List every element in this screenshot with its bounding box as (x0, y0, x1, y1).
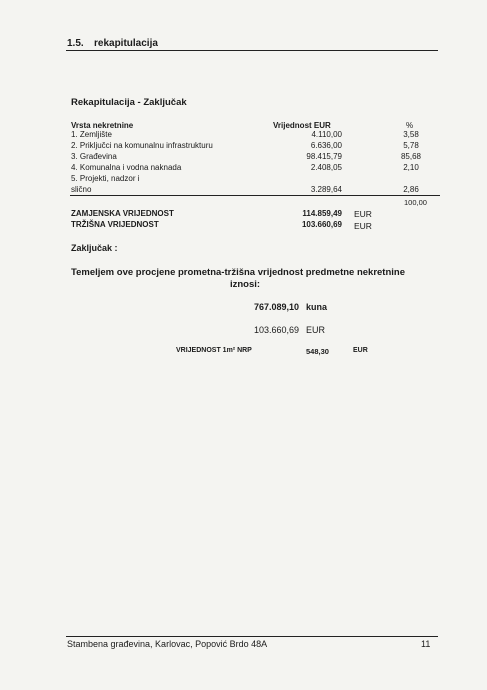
table-header-percent: % (406, 121, 414, 130)
table-header-value: Vrijednost EUR (273, 121, 331, 130)
recap-heading: Rekapitulacija - Zaključak (71, 97, 187, 108)
section-number: 1.5. (67, 38, 84, 49)
conclusion-statement: Temeljem ove procjene prometna-tržišna vrijednost predmetne nekretnine (71, 267, 405, 278)
conclusion-label: Zaključak : (71, 243, 118, 253)
replacement-value-label: ZAMJENSKA VRIJEDNOST (71, 209, 174, 218)
conclusion-statement-continued: iznosi: (229, 279, 261, 290)
section-title: rekapitulacija (94, 38, 158, 49)
table-row-percent: 85,68 (400, 152, 422, 161)
table-row-percent: 2,10 (403, 163, 419, 172)
per-m2-currency: EUR (353, 347, 368, 354)
eur-label: EUR (306, 325, 326, 335)
table-row-label: 3. Građevina (71, 152, 117, 161)
table-row-percent: 3,58 (403, 130, 419, 139)
table-row-value: 2.408,05 (310, 163, 342, 172)
footer-rule (66, 636, 438, 637)
table-row-percent: 5,78 (403, 141, 419, 150)
table-row-value: 3.289,64 (310, 185, 342, 194)
per-m2-value: 548,30 (306, 347, 329, 356)
header-rule (66, 50, 438, 51)
table-row-value: 4.110,00 (311, 130, 342, 139)
table-row-value: 98.415,79 (306, 152, 342, 161)
per-m2-label: VRIJEDNOST 1m² NRP (176, 347, 252, 354)
amount-kuna: 767.089,10 (253, 302, 299, 312)
market-value-label: TRŽIŠNA VRIJEDNOST (71, 220, 159, 229)
amount-eur: 103.660,69 (253, 325, 299, 335)
table-row-label: 2. Priključci na komunalnu infrastrukturu (71, 141, 213, 150)
table-row-label: 1. Zemljište (71, 130, 112, 139)
replacement-currency: EUR (354, 209, 372, 219)
table-total-rule (70, 195, 440, 196)
table-row-label: 4. Komunalna i vodna naknada (71, 163, 182, 172)
market-value: 103.660,69 (301, 220, 342, 229)
table-row-label: 5. Projekti, nadzor i (71, 174, 140, 183)
table-row-percent: 2,86 (403, 185, 419, 194)
replacement-value: 114.859,49 (302, 209, 342, 218)
table-row-value: 6.636,00 (310, 141, 342, 150)
page-number: 11 (421, 639, 431, 649)
percent-total: 100,00 (404, 198, 427, 207)
table-header-type: Vrsta nekretnine (71, 121, 134, 130)
footer-address: Stambena građevina, Karlovac, Popović Brdo 48A (67, 639, 268, 649)
market-currency: EUR (354, 221, 372, 231)
table-row-label-continued: slično (71, 185, 92, 194)
kuna-label: kuna (306, 302, 328, 312)
